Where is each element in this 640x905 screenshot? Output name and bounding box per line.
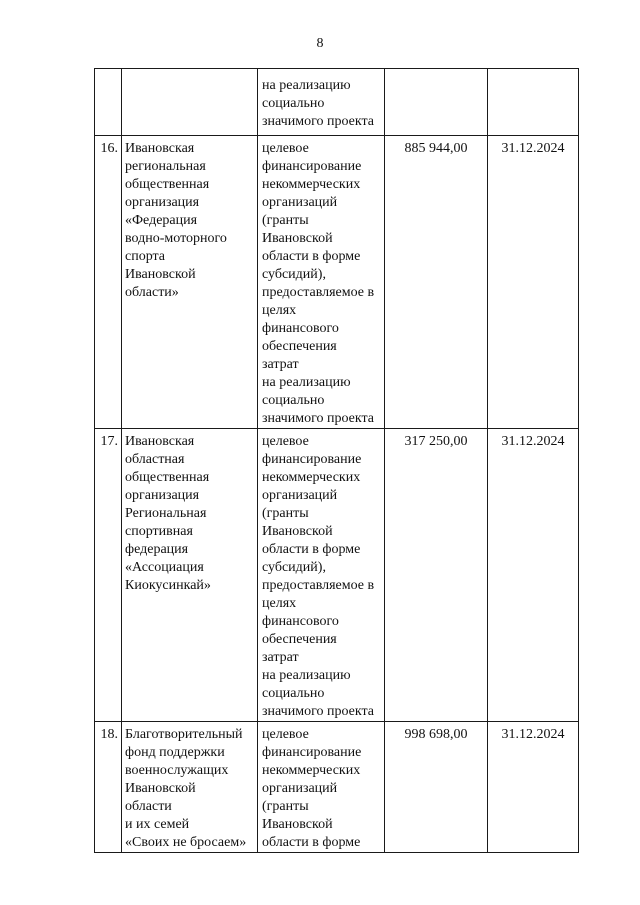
date-cell: 31.12.2024 <box>488 722 579 853</box>
page-number: 8 <box>316 36 324 51</box>
grants-table <box>94 68 579 853</box>
table-row <box>95 69 579 136</box>
row-number-cell: 16. <box>95 136 122 429</box>
amount-cell: 317 250,00 <box>385 429 488 722</box>
date-cell: 31.12.2024 <box>488 136 579 429</box>
date-cell: 31.12.2024 <box>488 429 579 722</box>
organization-cell: Благотворительный фонд поддержки военнослужащих Ивановской области и их семей «Своих не бросаем» <box>122 722 258 853</box>
date-cell <box>488 69 579 136</box>
purpose-cell: целевое финансирование некоммерческих организаций (гранты Ивановской области в форме <box>258 722 385 853</box>
purpose-cell: целевое финансирование некоммерческих организаций (гранты Ивановской области в форме субсидий), предоставляемое в целях финансового обеспечения затрат на реализацию социально значимого проекта <box>258 136 385 429</box>
organization-cell <box>122 69 258 136</box>
row-number-cell: 18. <box>95 722 122 853</box>
organization-cell: Ивановская областная общественная организация Региональная спортивная федерация «Ассоциация Киокусинкай» <box>122 429 258 722</box>
purpose-cell: на реализацию социально значимого проекта <box>258 69 385 136</box>
amount-cell: 998 698,00 <box>385 722 488 853</box>
table-row <box>95 136 579 429</box>
row-number-cell: 17. <box>95 429 122 722</box>
organization-cell: Ивановская региональная общественная организация «Федерация водно-моторного спорта Ивановской области» <box>122 136 258 429</box>
table-row <box>95 722 579 853</box>
amount-cell <box>385 69 488 136</box>
amount-cell: 885 944,00 <box>385 136 488 429</box>
purpose-cell: целевое финансирование некоммерческих организаций (гранты Ивановской области в форме субсидий), предоставляемое в целях финансового обеспечения затрат на реализацию социально значимого проекта <box>258 429 385 722</box>
table-row <box>95 429 579 722</box>
row-number-cell <box>95 69 122 136</box>
